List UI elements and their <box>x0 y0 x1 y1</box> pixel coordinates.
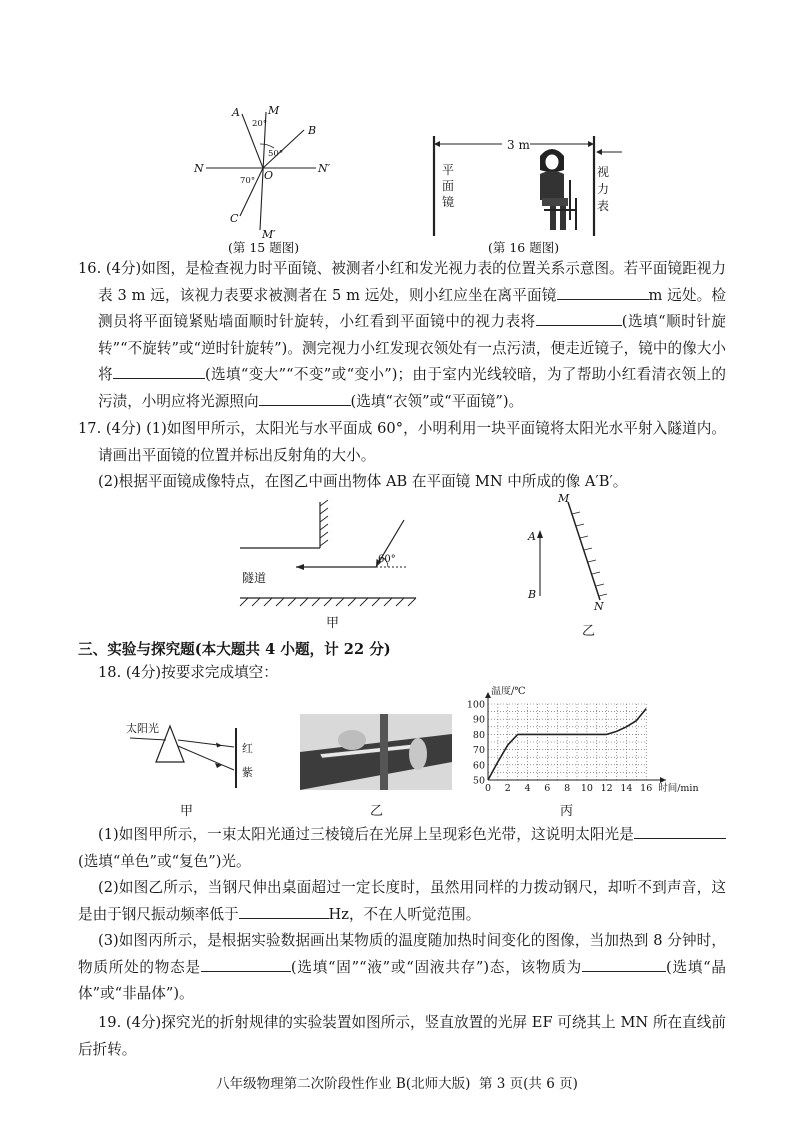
q16-text-3: (选填“顺时针旋转”“不旋转”或“逆时针旋转”)。测完视力小红发现衣领处有一点污渍，便走近镜子，镜中的像大小将 <box>98 313 726 383</box>
y-tick-label: 60 <box>472 760 485 772</box>
q16-blank-rotation[interactable] <box>536 311 622 326</box>
q16-text-2: m 远处。检测员将平面镜紧贴墙面顺时针旋转，小红看到平面镜中的视力表将 <box>98 286 726 330</box>
fig15-reflection-diagram <box>188 104 348 244</box>
fig17-yi-mirror-diagram <box>518 490 628 618</box>
fig16-distance: 3 m <box>507 138 530 152</box>
x-tick-label: 10 <box>580 783 593 794</box>
y-tick-label: 80 <box>472 729 485 741</box>
q17-text-2: (2)根据平面镜成像特点，在图乙中画出物体 AB 在平面镜 MN 中所成的像 A′B′。 <box>98 473 628 490</box>
fig18-jia-prism-diagram <box>126 714 266 794</box>
fig17-yi-caption: 乙 <box>582 624 596 639</box>
fig15-label-M2: M′ <box>262 228 276 241</box>
fig15-label-A: A <box>232 106 240 119</box>
fig18-yi-caption: 乙 <box>370 804 384 819</box>
fig17-yi-label-B: B <box>528 588 537 601</box>
x-tick-label: 6 <box>544 783 551 794</box>
q16-text-4: (选填“变大”“不变”或“变小”)；由于室内光线较暗，为了帮助小红看清衣领上的污渍，小明应将光源照向 <box>98 366 726 410</box>
fig15-label-C: C <box>230 212 239 225</box>
fig15-label-O: O <box>264 169 274 182</box>
fig18-jia-sunlight: 太阳光 <box>126 722 159 735</box>
question-16 <box>78 256 726 415</box>
q18-part1-text-a: (1)如图甲所示，一束太阳光通过三棱镜后在光屏上呈现彩色光带，这说明太阳光是 <box>98 826 634 843</box>
fig15-angle-20: 20° <box>252 119 268 129</box>
chart-axes <box>467 686 699 794</box>
q18-intro: 18. (4分)按要求完成填空： <box>98 664 278 681</box>
y-tick-label: 90 <box>472 714 485 726</box>
x-tick-label: 16 <box>640 783 653 794</box>
q18-part2 <box>78 875 726 928</box>
fig15-label-B: B <box>308 124 317 137</box>
q16-blank-image-size[interactable] <box>113 364 205 379</box>
y-tick-label: 70 <box>472 745 485 757</box>
q16-blank-light-target[interactable] <box>259 391 351 406</box>
x-axis-label: 时间/min <box>658 783 699 794</box>
fig15-angle-50: 50° <box>268 149 284 159</box>
q19-text-1: 19. (4分)探究光的折射规律的实验装置如图所示，竖直放置的光屏 EF 可绕其上 MN 所在直线前后折转。 <box>78 1014 726 1058</box>
q18-part3-text-c: (选填“晶体”或“非晶体”)。 <box>78 958 726 1002</box>
fig17-jia-angle: 60° <box>378 554 396 565</box>
fig17-yi-label-A: A <box>528 530 536 543</box>
fig15-label-M: M <box>268 104 280 117</box>
fig16-caption: (第 16 题图) <box>488 240 560 255</box>
q18-blank-light-type[interactable] <box>634 824 726 839</box>
fig17-jia-caption: 甲 <box>326 616 340 631</box>
question-19 <box>78 1010 726 1063</box>
section-3-title: 三、实验与探究题(本大题共 4 小题，计 22 分) <box>78 641 391 658</box>
x-tick-label: 4 <box>524 783 531 794</box>
y-tick-label: 50 <box>472 775 485 787</box>
fig15-caption: (第 15 题图) <box>228 240 300 255</box>
fig17-jia-tunnel-label: 隧道 <box>242 571 267 585</box>
x-tick-label: 14 <box>620 783 633 794</box>
footer-subject: 八年级物理第二次阶段性作业 B(北师大版) <box>216 1076 471 1092</box>
question-17-part2 <box>98 469 726 496</box>
q16-text-5: (选填“衣领”或“平面镜”)。 <box>350 392 524 410</box>
q16-blank-distance[interactable] <box>557 285 649 300</box>
fig17-jia-tunnel-diagram <box>236 496 426 608</box>
q18-part3-text-a: (3)如图丙所示，是根据实验数据画出某物质的温度随加热时间变化的图像，当加热到 8 分钟时，物质所处的物态是 <box>78 932 726 976</box>
question-17 <box>78 416 726 469</box>
q17-text-1: 17. (4分) (1)如图甲所示，太阳光与水平面成 60°，小明利用一块平面镜将太阳光水平射入隧道内。请画出平面镜的位置并标出反射角的大小。 <box>78 420 726 464</box>
q18-blank-state[interactable] <box>201 957 291 972</box>
fig18-yi-ruler-photo <box>300 714 452 790</box>
fig15-angle-70: 70° <box>240 176 256 186</box>
fig15-label-N2: N′ <box>318 162 331 175</box>
page-footer <box>0 1072 794 1092</box>
fig17-yi-label-N: N <box>594 600 604 613</box>
fig17-yi-label-M: M <box>558 492 570 505</box>
q18-part3-text-b: (选填“固”“液”或“固液共存”)态，该物质为 <box>290 958 582 976</box>
fig18-bing-temperature-chart <box>460 686 710 800</box>
q18-blank-crystal[interactable] <box>582 957 666 972</box>
q18-part2-text-b: Hz，不在人听觉范围。 <box>328 905 481 923</box>
seated-girl-figure <box>540 149 576 230</box>
footer-page-number: 第 3 页(共 6 页) <box>478 1076 578 1092</box>
x-tick-label: 0 <box>484 783 492 794</box>
fig15-label-N: N <box>194 162 204 175</box>
q18-blank-frequency[interactable] <box>239 904 329 919</box>
fig18-jia-violet: 紫 <box>242 766 253 779</box>
fig18-bing-caption: 丙 <box>560 804 574 819</box>
fig18-jia-caption: 甲 <box>180 804 194 819</box>
y-axis-label: 温度/℃ <box>491 686 526 697</box>
q16-text-1: 16. (4分)如图，是检查视力时平面镜、被测者小红和发光视力表的位置关系示意图。若平面镜距视力表 3 m 远，该视力表要求被测者在 5 m 远处，则小红应坐在离平面镜 <box>78 260 726 304</box>
chart-grid <box>488 704 646 780</box>
q18-part2-text-a: (2)如图乙所示，当钢尺伸出桌面超过一定长度时，虽然用同样的力拨动钢尺，却听不到声音，这是由于钢尺振动频率低于 <box>78 879 726 923</box>
x-tick-label: 8 <box>564 783 571 794</box>
q18-part3 <box>78 928 726 1008</box>
q18-part1 <box>78 822 726 875</box>
q18-part1-text-b: (选填“单色”或“复色”)光。 <box>78 852 251 870</box>
y-tick-label: 100 <box>466 699 485 711</box>
fig16-mirror-label: 平面镜 <box>442 163 455 209</box>
fig18-jia-red: 红 <box>242 742 253 755</box>
fig16-chart-label: 视力表 <box>597 165 610 213</box>
x-tick-label: 12 <box>600 783 613 794</box>
x-tick-label: 2 <box>504 783 511 794</box>
